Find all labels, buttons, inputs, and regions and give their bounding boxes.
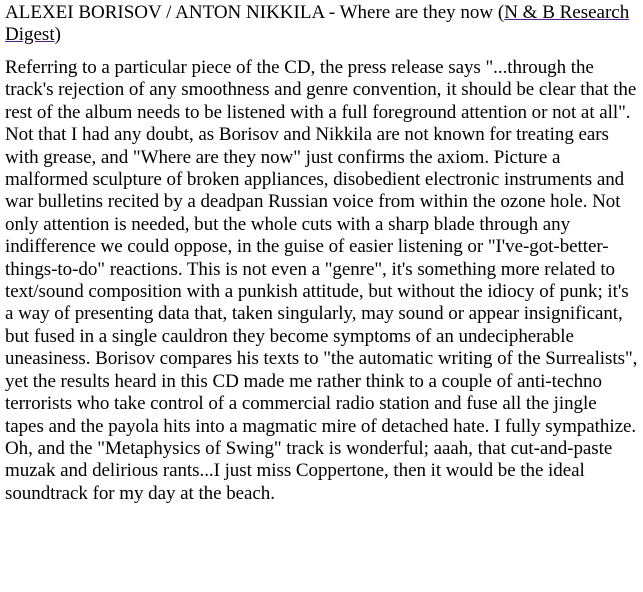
review-body: Referring to a particular piece of the CD, the press release says "...through the track's rejection of any smoothness and genre convention, it should be clear that the rest of the album needs to be listened with a full foreground attention or not at all". Not that I had any doubt, as Borisov and Nikkila are not known for treating ears with grease, and "Where are they now" just confirms the axiom. Picture a malformed sculpture of broken appliances, disobedient electronic instruments and war bulletins recited by a deadpan Russian voice from within the ozone hole. Not only attention is needed, but the whole cuts with a sharp blade through any indifference we could oppose, in the guise of easier listening or "I've-got-better-things-to-do" reactions. This is not even a "genre", it's something more related to text/sound composition with a punkish attitude, but without the idiocy of punk; it's a way of presenting data that, taken singularly, may sound or appear insignificant, but fused in a single cauldron they become symptoms of an undecipherable uneasiness. Borisov compares his texts to "the automatic writing of the Surrealists", yet the results heard in this CD made me rather think to a couple of anti-techno terrorists who take control of a commercial radio station and fuse all the jingle tapes and the payola hits into a magmatic mire of detached hate. I fully sympathize. Oh, and the "Metaphysics of Swing" track is wonderful; aaah, that cut-and-paste muzak and delirious rants...I just miss Coppertone, then it would be the ideal soundtrack for my day at the beach. xyxy=(5,57,638,504)
review-title-text: ALEXEI BORISOV / ANTON NIKKILA - Where are they now ( xyxy=(5,2,505,23)
review-title-close: ) xyxy=(54,24,61,45)
source-link-text: N & B Research Digest xyxy=(5,2,630,45)
review-title xyxy=(5,2,638,46)
